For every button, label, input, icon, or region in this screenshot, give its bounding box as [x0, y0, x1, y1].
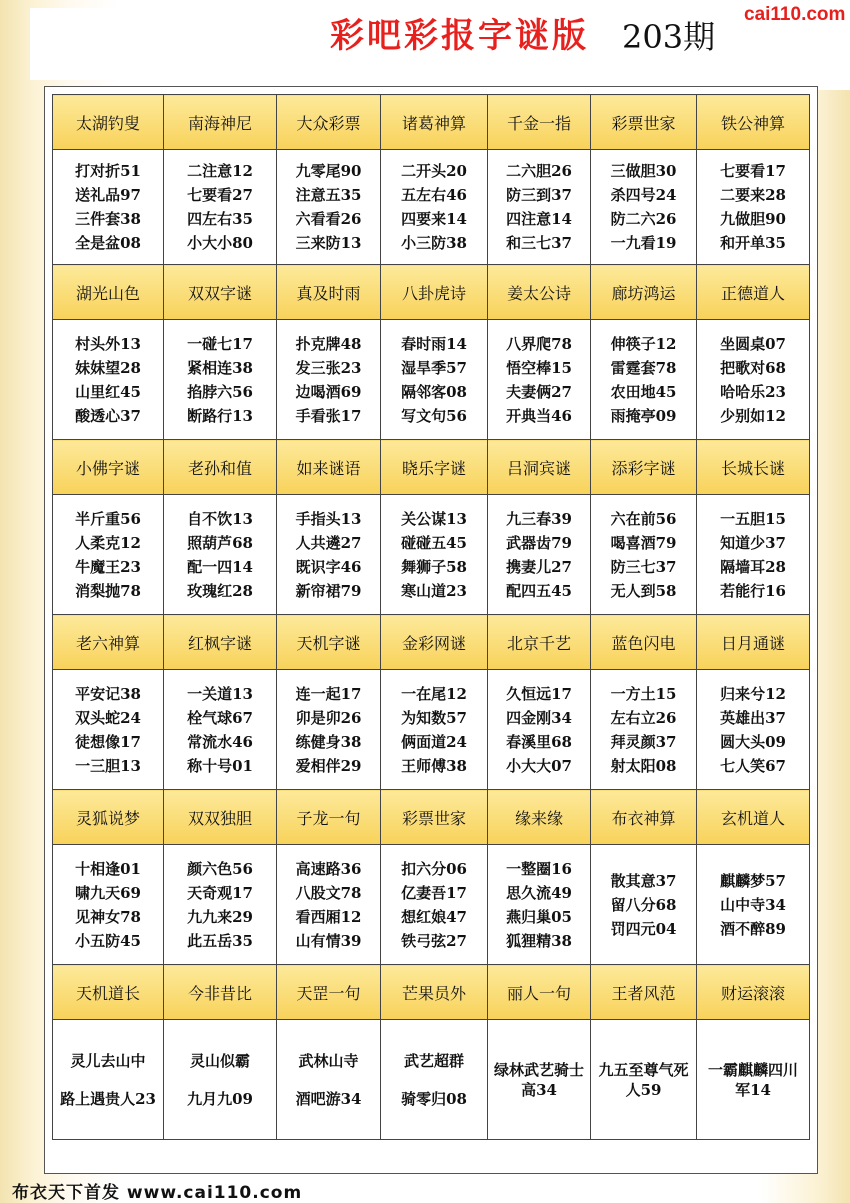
- riddle-cell: [277, 495, 381, 615]
- riddle-line: 双头蛇24: [75, 708, 141, 727]
- riddle-line: 高34: [521, 1080, 557, 1099]
- riddle-line: 发三张23: [295, 358, 362, 377]
- riddle-line: 九月九09: [187, 1089, 253, 1108]
- riddle-line: 归来兮12: [720, 684, 786, 703]
- riddle-table: [52, 94, 810, 1140]
- riddle-line: 三件套38: [75, 210, 141, 228]
- predictor-name: 双双独胆: [164, 790, 277, 845]
- riddle-cell: [164, 495, 277, 615]
- riddle-cell: [591, 150, 697, 265]
- riddle-line: 九三春39: [506, 509, 572, 528]
- riddle-cell: [381, 670, 488, 790]
- riddle-cell: [53, 320, 164, 440]
- riddle-line: 小三防38: [401, 234, 467, 252]
- predictor-name: 大众彩票: [277, 95, 381, 150]
- riddle-cell: [53, 150, 164, 265]
- riddle-line: 二要来28: [720, 186, 786, 204]
- predictor-name: 湖光山色: [53, 265, 164, 320]
- riddle-cell: [697, 495, 810, 615]
- riddle-line: 四要来14: [401, 210, 467, 228]
- riddle-line: 人柔克12: [75, 533, 141, 552]
- predictor-name: 诸葛神算: [381, 95, 488, 150]
- riddle-line: 自不饮13: [187, 509, 253, 528]
- riddle-cell: [488, 670, 591, 790]
- predictor-name: 双双字谜: [164, 265, 277, 320]
- predictor-name: 天机道长: [53, 965, 164, 1020]
- riddle-cell: [381, 320, 488, 440]
- riddle-line: 爱相伴29: [295, 756, 362, 775]
- riddle-cell: [697, 320, 810, 440]
- predictor-name: 铁公神算: [697, 95, 810, 150]
- riddle-line: 防二六26: [610, 210, 677, 228]
- riddle-line: 消梨抛78: [75, 581, 141, 600]
- name-row: [53, 265, 810, 320]
- riddle-line: 打对折51: [75, 162, 141, 180]
- riddle-row: [53, 1020, 810, 1140]
- riddle-cell: [381, 845, 488, 965]
- riddle-line: 拜灵颜37: [610, 732, 677, 751]
- riddle-line: 开典当46: [506, 406, 572, 425]
- riddle-line: 九五至尊气死: [598, 1060, 689, 1079]
- riddle-line: 春时雨14: [401, 334, 467, 353]
- riddle-line: 想红娘47: [401, 907, 467, 926]
- predictor-name: 子龙一句: [277, 790, 381, 845]
- riddle-line: 一整圈16: [506, 859, 572, 878]
- riddle-line: 左右立26: [610, 708, 677, 727]
- name-row: [53, 440, 810, 495]
- riddle-line: 知道少37: [720, 533, 786, 552]
- riddle-line: 照葫芦68: [187, 533, 253, 552]
- predictor-name: 芒果员外: [381, 965, 488, 1020]
- riddle-cell: [697, 150, 810, 265]
- riddle-line: 七要看17: [720, 162, 786, 180]
- riddle-line: 既识字46: [295, 557, 362, 576]
- riddle-line: 路上遇贵人23: [60, 1089, 156, 1108]
- riddle-line: 八界爬78: [506, 334, 572, 353]
- riddle-cell: [381, 150, 488, 265]
- predictor-name: 灵狐说梦: [53, 790, 164, 845]
- riddle-line: 罚四元04: [610, 919, 677, 938]
- riddle-line: 四左右35: [187, 210, 253, 228]
- riddle-line: 少别如12: [720, 406, 786, 425]
- riddle-line: 武器齿79: [506, 533, 572, 552]
- predictor-name: 长城长谜: [697, 440, 810, 495]
- riddle-line: 小大小80: [187, 234, 253, 252]
- riddle-line: 二六胆26: [506, 162, 572, 180]
- riddle-line: 山中寺34: [720, 895, 786, 914]
- riddle-line: 寒山道23: [401, 581, 467, 600]
- predictor-name: 姜太公诗: [488, 265, 591, 320]
- predictor-name: 天机字谜: [277, 615, 381, 670]
- predictor-name: 南海神尼: [164, 95, 277, 150]
- name-row: [53, 965, 810, 1020]
- riddle-line: 思久流49: [506, 883, 572, 902]
- issue-number: 203期: [622, 18, 716, 56]
- riddle-line: 九九来29: [187, 907, 253, 926]
- predictor-name: 如来谜语: [277, 440, 381, 495]
- predictor-name: 日月通谜: [697, 615, 810, 670]
- riddle-cell: [277, 320, 381, 440]
- riddle-line: 一三胆13: [75, 756, 141, 775]
- riddle-line: 天奇观17: [187, 883, 253, 902]
- riddle-cell: [53, 1020, 164, 1140]
- predictor-name: 布衣神算: [591, 790, 697, 845]
- riddle-line: 山里红45: [75, 382, 141, 401]
- riddle-line: 一九看19: [610, 234, 677, 252]
- riddle-line: 此五岳35: [187, 931, 253, 950]
- riddle-cell: [381, 1020, 488, 1140]
- riddle-line: 七要看27: [187, 186, 253, 204]
- predictor-name: 王者风范: [591, 965, 697, 1020]
- riddle-line: 九做胆90: [720, 210, 786, 228]
- riddle-line: 一方土15: [610, 684, 677, 703]
- predictor-name: 北京千艺: [488, 615, 591, 670]
- riddle-cell: [53, 495, 164, 615]
- riddle-line: 五左右46: [401, 186, 467, 204]
- riddle-cell: [591, 1020, 697, 1140]
- name-row: [53, 790, 810, 845]
- riddle-cell: [53, 845, 164, 965]
- riddle-line: 骑零归08: [401, 1089, 467, 1108]
- predictor-name: 小佛字谜: [53, 440, 164, 495]
- riddle-line: 山有情39: [295, 931, 362, 950]
- riddle-line: 灵儿去山中: [70, 1051, 146, 1070]
- riddle-line: 久恒远17: [506, 684, 572, 703]
- riddle-line: 哈哈乐23: [720, 382, 786, 401]
- riddle-line: 见神女78: [75, 907, 141, 926]
- predictor-name: 添彩字谜: [591, 440, 697, 495]
- riddle-line: 麒麟梦57: [720, 871, 786, 890]
- riddle-cell: [591, 845, 697, 965]
- riddle-line: 一在尾12: [401, 684, 467, 703]
- riddle-line: 二开头20: [401, 162, 467, 180]
- predictor-name: 太湖钓叟: [53, 95, 164, 150]
- riddle-line: 狐狸精38: [506, 931, 572, 950]
- riddle-cell: [164, 1020, 277, 1140]
- riddle-line: 练健身38: [295, 732, 362, 751]
- riddle-line: 扣六分06: [401, 859, 467, 878]
- riddle-cell: [591, 320, 697, 440]
- riddle-line: 英雄出37: [720, 708, 786, 727]
- riddle-cell: [697, 670, 810, 790]
- riddle-line: 一碰七17: [187, 334, 253, 353]
- riddle-line: 若能行16: [720, 581, 786, 600]
- riddle-cell: [277, 150, 381, 265]
- riddle-row: [53, 150, 810, 265]
- riddle-line: 无人到58: [610, 581, 677, 600]
- riddle-line: 新帘裙79: [295, 581, 362, 600]
- riddle-line: 防三到37: [506, 186, 572, 204]
- predictor-name: 金彩网谜: [381, 615, 488, 670]
- riddle-line: 俩面道24: [401, 732, 467, 751]
- riddle-line: 写文句56: [401, 406, 467, 425]
- riddle-line: 湿旱季57: [401, 358, 467, 377]
- predictor-name: 千金一指: [488, 95, 591, 150]
- riddle-line: 送礼品97: [75, 186, 141, 204]
- predictor-name: 正德道人: [697, 265, 810, 320]
- riddle-line: 注意五35: [295, 186, 362, 204]
- riddle-line: 啸九天69: [75, 883, 141, 902]
- predictor-name: 晓乐字谜: [381, 440, 488, 495]
- riddle-line: 手看张17: [295, 406, 362, 425]
- riddle-cell: [591, 670, 697, 790]
- riddle-line: 平安记38: [75, 684, 141, 703]
- predictor-name: 红枫字谜: [164, 615, 277, 670]
- riddle-line: 配一四14: [187, 557, 253, 576]
- riddle-line: 坐圆桌07: [720, 334, 786, 353]
- riddle-line: 喝喜酒79: [610, 533, 677, 552]
- page-title: 彩吧彩报字谜版: [330, 16, 589, 56]
- riddle-line: 散其意37: [610, 871, 677, 890]
- riddle-line: 九零尾90: [295, 162, 362, 180]
- riddle-line: 农田地45: [610, 382, 677, 401]
- riddle-line: 小五防45: [75, 931, 141, 950]
- riddle-cell: [164, 845, 277, 965]
- riddle-cell: [277, 670, 381, 790]
- riddle-cell: [488, 150, 591, 265]
- riddle-cell: [488, 845, 591, 965]
- predictor-name: 缘来缘: [488, 790, 591, 845]
- predictor-name: 玄机道人: [697, 790, 810, 845]
- riddle-line: 边喝酒69: [295, 382, 362, 401]
- riddle-line: 武林山寺: [298, 1051, 359, 1070]
- riddle-row: [53, 845, 810, 965]
- riddle-line: 圆大头09: [720, 732, 786, 751]
- riddle-line: 七人笑67: [720, 756, 786, 775]
- riddle-line: 一关道13: [187, 684, 253, 703]
- riddle-line: 颜六色56: [187, 859, 253, 878]
- riddle-line: 看西厢12: [295, 907, 362, 926]
- riddle-cell: [591, 495, 697, 615]
- riddle-line: 隔邻客08: [401, 382, 467, 401]
- riddle-line: 射太阳08: [610, 756, 677, 775]
- riddle-line: 酒不醉89: [720, 919, 786, 938]
- predictor-name: 财运滚滚: [697, 965, 810, 1020]
- riddle-line: 绿林武艺骑士: [493, 1060, 584, 1079]
- riddle-line: 杀四号24: [610, 186, 677, 204]
- riddle-line: 把歌对68: [720, 358, 786, 377]
- riddle-line: 人共遴27: [295, 533, 362, 552]
- riddle-line: 半斤重56: [75, 509, 141, 528]
- predictor-name: 彩票世家: [591, 95, 697, 150]
- predictor-name: 真及时雨: [277, 265, 381, 320]
- predictor-name: 彩票世家: [381, 790, 488, 845]
- riddle-line: 酒吧游34: [295, 1089, 362, 1108]
- riddle-line: 常流水46: [187, 732, 253, 751]
- riddle-line: 碰碰五45: [401, 533, 467, 552]
- predictor-name: 今非昔比: [164, 965, 277, 1020]
- riddle-line: 栓气球67: [187, 708, 253, 727]
- line-gap: [53, 1071, 163, 1089]
- riddle-cell: [488, 495, 591, 615]
- riddle-line: 雨掩亭09: [610, 406, 677, 425]
- riddle-line: 徒想像17: [75, 732, 141, 751]
- riddle-line: 紧相连38: [187, 358, 253, 377]
- riddle-line: 一霸麒麟四川: [707, 1060, 798, 1079]
- riddle-line: 武艺超群: [403, 1051, 464, 1070]
- riddle-line: 关公谋13: [401, 509, 467, 528]
- riddle-line: 军14: [735, 1080, 771, 1099]
- line-gap: [277, 1071, 380, 1089]
- predictor-name: 老孙和值: [164, 440, 277, 495]
- riddle-line: 小大大07: [506, 756, 572, 775]
- riddle-line: 连一起17: [295, 684, 362, 703]
- riddle-row: [53, 670, 810, 790]
- riddle-line: 扑克牌48: [295, 334, 362, 353]
- predictor-name: 八卦虎诗: [381, 265, 488, 320]
- line-gap: [381, 1071, 487, 1089]
- riddle-line: 夫妻俩27: [506, 382, 572, 401]
- riddle-line: 舞狮子58: [401, 557, 467, 576]
- riddle-line: 村头外13: [75, 334, 141, 353]
- riddle-line: 亿妻吾17: [401, 883, 467, 902]
- riddle-line: 卯是卯26: [295, 708, 362, 727]
- predictor-name: 吕洞宾谜: [488, 440, 591, 495]
- riddle-line: 断路行13: [187, 406, 253, 425]
- riddle-line: 王师傅38: [401, 756, 467, 775]
- riddle-cell: [381, 495, 488, 615]
- riddle-line: 妹妹望28: [75, 358, 141, 377]
- riddle-line: 燕归巢05: [506, 907, 572, 926]
- riddle-line: 一五胆15: [720, 509, 786, 528]
- riddle-line: 称十号01: [187, 756, 253, 775]
- riddle-line: 酸透心37: [75, 406, 141, 425]
- riddle-cell: [697, 1020, 810, 1140]
- riddle-line: 四注意14: [506, 210, 572, 228]
- riddle-line: 为知数57: [401, 708, 467, 727]
- riddle-line: 玫瑰红28: [187, 581, 253, 600]
- riddle-line: 高速路36: [295, 859, 362, 878]
- riddle-cell: [164, 320, 277, 440]
- riddle-line: 铁弓弦27: [401, 931, 467, 950]
- riddle-cell: [277, 1020, 381, 1140]
- riddle-cell: [164, 150, 277, 265]
- predictor-name: 丽人一句: [488, 965, 591, 1020]
- footer-source[interactable]: 布衣天下首发 www.cai110.com: [12, 1183, 303, 1203]
- riddle-line: 留八分68: [610, 895, 677, 914]
- riddle-line: 和三七37: [506, 234, 572, 252]
- predictor-name: 蓝色闪电: [591, 615, 697, 670]
- riddle-line: 牛魔王23: [75, 557, 141, 576]
- riddle-line: 四金刚34: [506, 708, 572, 727]
- riddle-row: [53, 495, 810, 615]
- name-row: [53, 95, 810, 150]
- riddle-cell: [488, 320, 591, 440]
- riddle-line: 雷霆套78: [610, 358, 677, 377]
- riddle-row: [53, 320, 810, 440]
- riddle-line: 六看看26: [295, 210, 362, 228]
- predictor-name: 天罡一句: [277, 965, 381, 1020]
- riddle-line: 和开单35: [720, 234, 786, 252]
- riddle-cell: [488, 1020, 591, 1140]
- riddle-line: 携妻儿27: [506, 557, 572, 576]
- riddle-line: 掐脖六56: [187, 382, 253, 401]
- predictor-name: 老六神算: [53, 615, 164, 670]
- riddle-line: 手指头13: [295, 509, 362, 528]
- riddle-line: 伸筷子12: [610, 334, 677, 353]
- riddle-line: 隔墙耳28: [720, 557, 786, 576]
- riddle-line: 悟空棒15: [506, 358, 572, 377]
- riddle-line: 春溪里68: [506, 732, 572, 751]
- riddle-cell: [53, 670, 164, 790]
- name-row: [53, 615, 810, 670]
- riddle-line: 灵山似霸: [189, 1051, 250, 1070]
- site-logo[interactable]: cai110.com: [744, 4, 846, 25]
- riddle-line: 全是盆08: [75, 234, 141, 252]
- riddle-line: 三来防13: [295, 234, 362, 252]
- riddle-line: 八股文78: [295, 883, 362, 902]
- predictor-name: 廊坊鸿运: [591, 265, 697, 320]
- riddle-line: 防三七37: [610, 557, 677, 576]
- blank-panel-left: [30, 8, 298, 80]
- riddle-line: 三做胆30: [610, 162, 677, 180]
- riddle-cell: [164, 670, 277, 790]
- riddle-line: 配四五45: [506, 581, 572, 600]
- riddle-line: 二注意12: [187, 162, 253, 180]
- riddle-line: 六在前56: [610, 509, 677, 528]
- riddle-line: 十相逢01: [75, 859, 141, 878]
- riddle-cell: [697, 845, 810, 965]
- line-gap: [164, 1071, 276, 1089]
- riddle-line: 人59: [625, 1080, 662, 1099]
- riddle-cell: [277, 845, 381, 965]
